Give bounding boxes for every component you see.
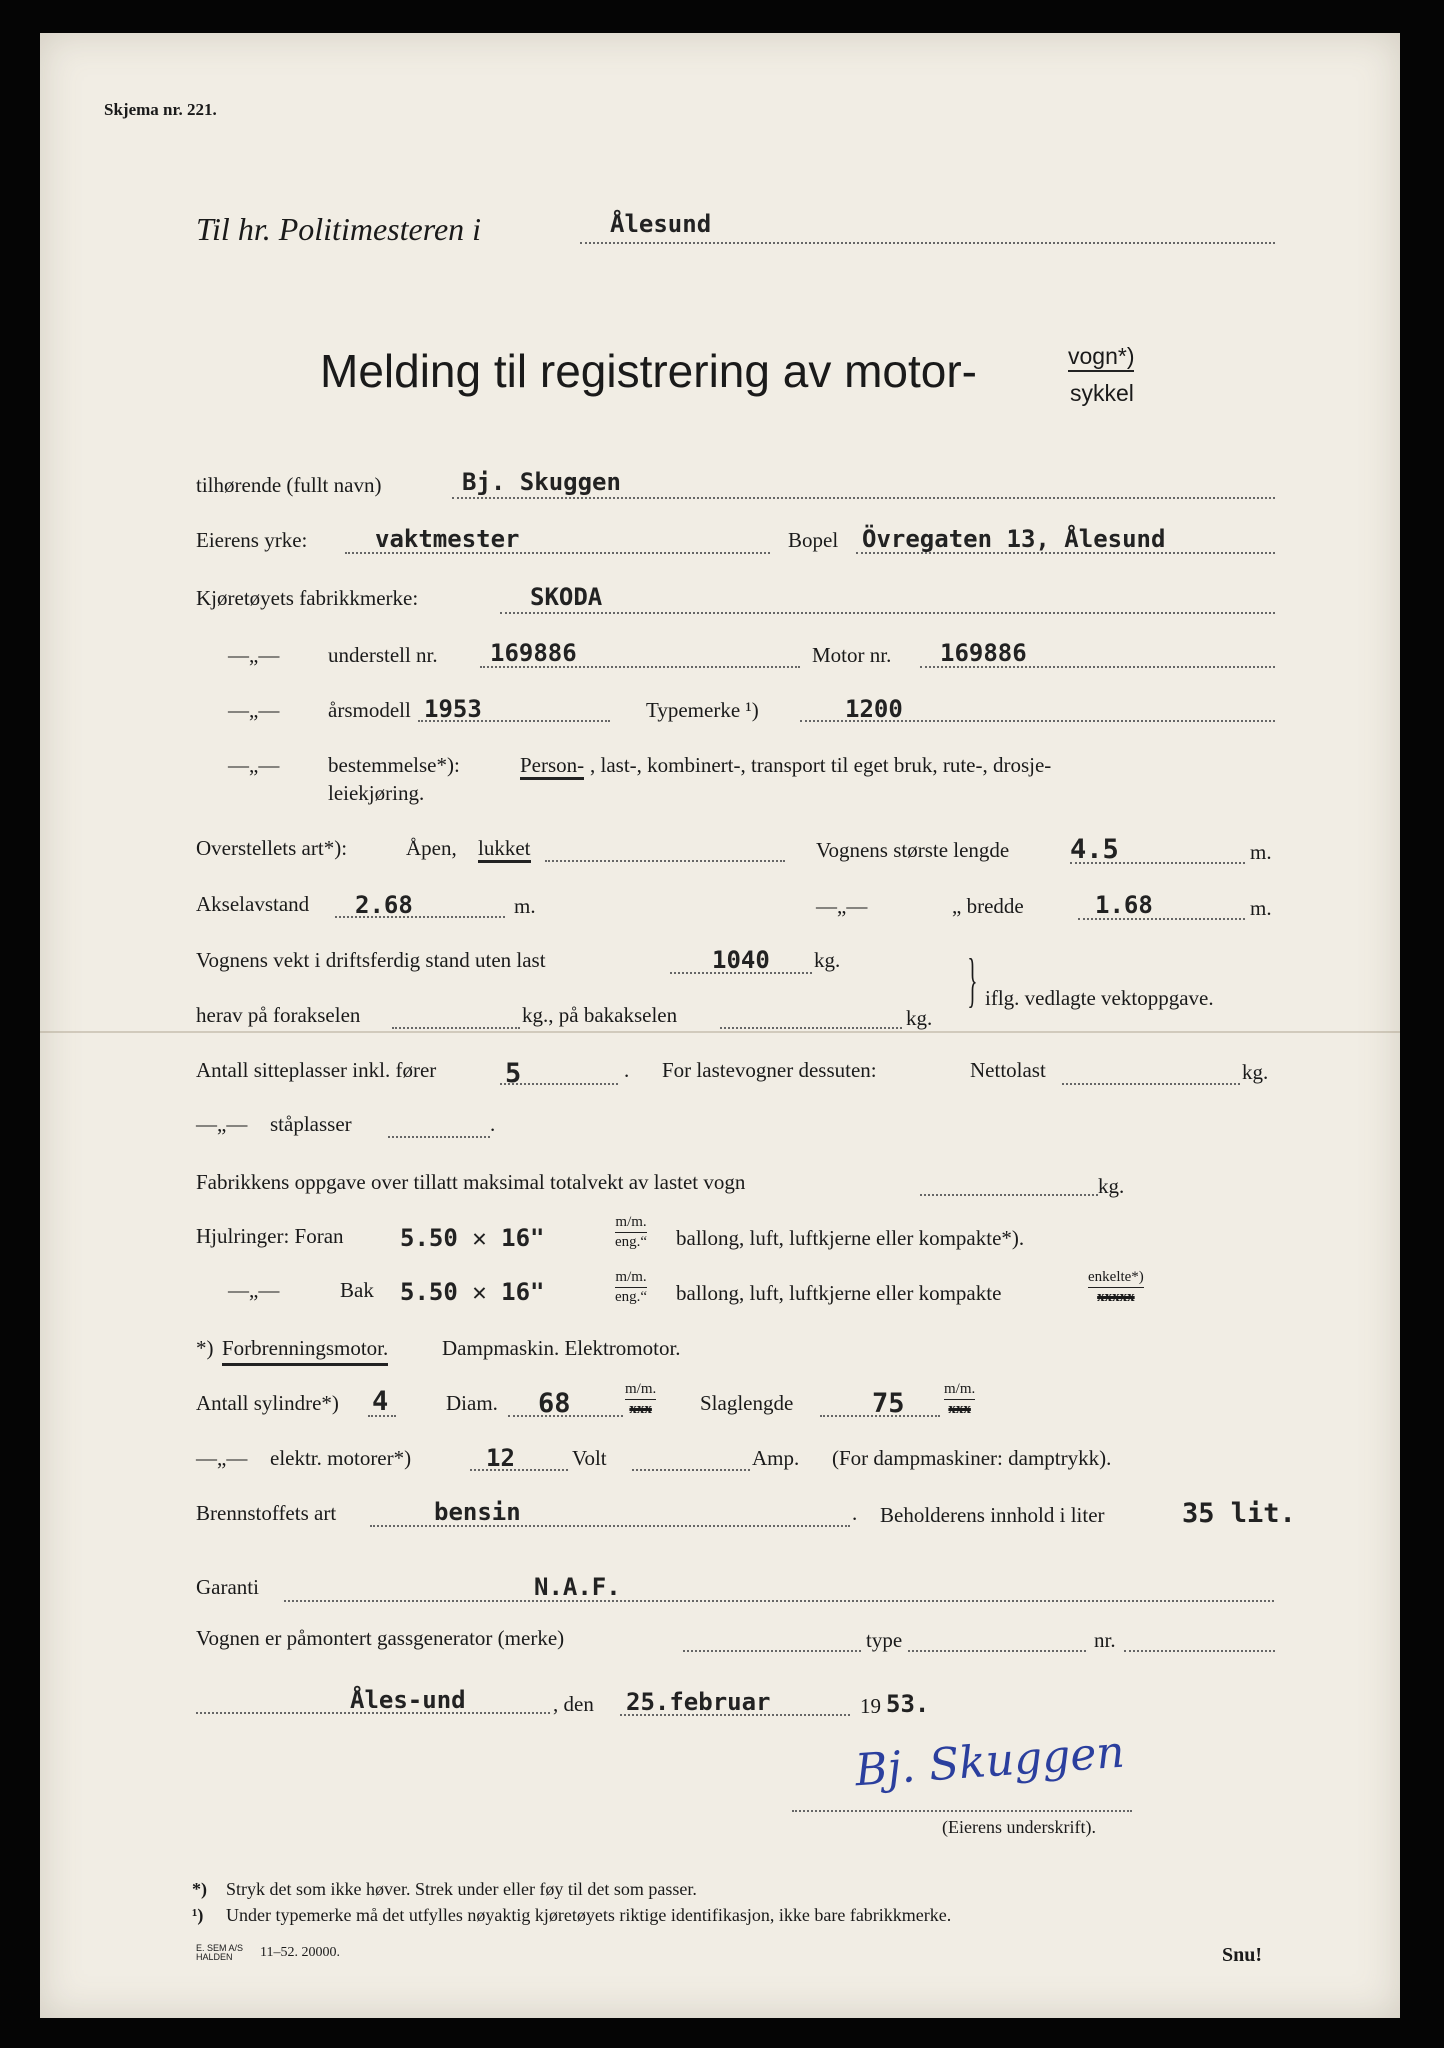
front-axle-label: herav på forakselen (196, 1003, 361, 1027)
footnote-1-mark: *) (192, 1879, 207, 1899)
motor-label: Motor nr. (812, 643, 892, 667)
standing-label: ståplasser (270, 1112, 352, 1136)
address-city: Ålesund (610, 210, 712, 238)
ditto-1: —„— (228, 643, 280, 667)
gas-nr-label: nr. (1094, 1628, 1116, 1652)
guarantee-line (284, 1600, 1274, 1602)
net-label: Nettolast (970, 1058, 1046, 1082)
residence-value: Övregaten 13, Ålesund (862, 525, 1166, 553)
electric-value: 12 (486, 1444, 515, 1472)
net-line (1062, 1083, 1240, 1085)
stroke-line (820, 1415, 940, 1417)
occupation-label: Eierens yrke: (196, 528, 308, 552)
tires-rear-unit: m/m. eng.“ (615, 1269, 648, 1305)
motor-line (920, 666, 1275, 668)
signature-line (792, 1810, 1132, 1812)
make-line (500, 612, 1275, 614)
body-closed: lukket (478, 838, 531, 863)
form-number: Skjema nr. 221. (104, 100, 217, 119)
engine-rest: Dampmaskin. Elektromotor. (442, 1336, 681, 1360)
chassis-value: 169886 (490, 639, 577, 667)
owner-label: tilhørende (fullt navn) (196, 473, 382, 497)
front-axle-line (392, 1027, 520, 1029)
residence-label: Bopel (788, 528, 839, 552)
date-line (620, 1714, 850, 1716)
occupation-value: vaktmester (375, 525, 520, 553)
cylinders-line (368, 1415, 396, 1417)
footnote-2-mark: ¹) (192, 1905, 204, 1925)
rear-axle-label: kg., på bakakselen (522, 1003, 678, 1027)
cargo-label: For lastevogner dessuten: (662, 1058, 877, 1082)
gas-type-label: type (866, 1628, 903, 1652)
owner-signature: Bj. Skuggen (853, 1726, 1127, 1797)
stroke-label: Slaglengde (700, 1391, 794, 1415)
footnote-2: Under typemerke må det utfylles nøyaktig kjøretøyets riktige identifikasjon, ikke bare fabrikkmerke. (226, 1905, 952, 1925)
residence-line (856, 552, 1275, 554)
ditto-5: —„— (196, 1112, 248, 1136)
diam-label: Diam. (446, 1391, 498, 1415)
ditto-6: —„— (228, 1278, 280, 1302)
max-weight-label: Fabrikkens oppgave over tillatt maksimal totalvekt av lastet vogn (196, 1170, 746, 1194)
engine-selected: Forbrenningsmotor. (222, 1338, 388, 1366)
date-den: , den (553, 1692, 594, 1716)
volt-label: Volt (572, 1446, 607, 1470)
purpose-line2: leiekjøring. (328, 781, 425, 805)
gas-label: Vognen er påmontert gassgenerator (merke) (196, 1626, 565, 1650)
year-value: 53. (886, 1690, 930, 1718)
place-value: Åles-und (350, 1686, 466, 1714)
length-label: Vognens største lengde (816, 838, 1010, 862)
make-value: SKODA (530, 583, 603, 611)
ditto-7: —„— (196, 1446, 248, 1470)
wheelbase-unit: m. (514, 894, 536, 918)
year-prefix: 19 (860, 1694, 881, 1718)
guarantee-value: N.A.F. (534, 1573, 621, 1601)
tires-front-unit: m/m. eng.“ (615, 1214, 648, 1250)
chassis-line (480, 666, 800, 668)
rear-axle-line (720, 1027, 902, 1029)
printer-code: 11–52. 20000. (260, 1945, 340, 1960)
length-unit: m. (1250, 840, 1272, 864)
fuel-end: . (852, 1501, 858, 1525)
length-value: 4.5 (1070, 834, 1119, 865)
type-mark-label: Typemerke ¹) (646, 698, 759, 722)
fuel-value: bensin (434, 1498, 521, 1526)
cylinders-label: Antall sylindre*) (196, 1391, 339, 1415)
printer-name: E. SEM A/S HALDEN (196, 1943, 244, 1962)
weight-note: iflg. vedlagte vektoppgave. (985, 986, 1214, 1010)
weight-value: 1040 (712, 946, 770, 974)
seats-end: . (624, 1058, 630, 1082)
amp-label: Amp. (752, 1446, 800, 1470)
width-label: „ bredde (952, 894, 1024, 918)
title-vogn: vogn*) (1068, 345, 1134, 372)
fuel-line (370, 1525, 850, 1527)
engine-note: *) (196, 1336, 214, 1360)
fuel-label: Brennstoffets art (196, 1501, 337, 1525)
weight-label: Vognens vekt i driftsferdig stand uten last (196, 948, 546, 972)
place-line (196, 1712, 550, 1714)
purpose-rest: , last-, kombinert-, transport til eget bruk, rute-, drosje- (590, 753, 1052, 777)
wheelbase-line (335, 916, 505, 918)
purpose-label: bestemmelse*): (328, 753, 460, 777)
address-line (580, 242, 1275, 244)
footnote-1: Stryk det som ikke høver. Strek under eller føy til det som passer. (226, 1879, 697, 1899)
title-sykkel: sykkel (1070, 380, 1134, 406)
diam-line (508, 1415, 623, 1417)
body-line (545, 860, 785, 862)
electric-line (470, 1469, 568, 1471)
owner-line (452, 497, 1275, 499)
stroke-value: 75 (872, 1388, 905, 1419)
tires-rear-text: ballong, luft, luftkjerne eller kompakte (676, 1281, 1002, 1305)
rear-axle-unit: kg. (906, 1006, 933, 1030)
body-open: Åpen, (406, 836, 457, 860)
wheelbase-label: Akselavstand (196, 892, 310, 916)
max-weight-line (920, 1194, 1098, 1196)
chassis-label: understell nr. (328, 643, 438, 667)
wheelbase-value: 2.68 (355, 891, 413, 919)
weight-brace: } (967, 947, 978, 1013)
diam-value: 68 (538, 1388, 571, 1419)
weight-unit: kg. (814, 948, 841, 972)
ditto-2: —„— (228, 698, 280, 722)
length-line (1070, 862, 1245, 864)
type-mark-line (800, 720, 1275, 722)
gas-type-line (908, 1650, 1086, 1652)
purpose-selected: Person- (520, 755, 584, 780)
gas-line (683, 1650, 861, 1652)
standing-end: . (490, 1112, 496, 1136)
model-year-label: årsmodell (328, 698, 411, 722)
stroke-unit: m/m. xxx (944, 1381, 976, 1417)
diam-unit: m/m. xxx (625, 1381, 657, 1417)
guarantee-label: Garanti (196, 1575, 259, 1599)
tires-rear-label: Bak (340, 1278, 374, 1302)
page-title: Melding til registrering av motor- (320, 345, 978, 397)
seats-value: 5 (505, 1058, 522, 1089)
seats-line (500, 1083, 618, 1085)
gas-nr-line (1124, 1650, 1275, 1652)
standing-line (388, 1136, 490, 1138)
width-value: 1.68 (1095, 891, 1153, 919)
net-unit: kg. (1242, 1060, 1269, 1084)
tank-label: Beholderens innhold i liter (880, 1503, 1105, 1527)
date-value: 25.februar (626, 1688, 771, 1716)
owner-value: Bj. Skuggen (462, 468, 621, 496)
width-line (1078, 918, 1245, 920)
volt-line (632, 1469, 750, 1471)
weight-line (670, 972, 812, 974)
body-label: Overstellets art*): (196, 836, 348, 860)
motor-value: 169886 (940, 639, 1027, 667)
model-year-value: 1953 (424, 695, 482, 723)
ditto-3: —„— (228, 753, 280, 777)
turn-over: Snu! (1222, 1944, 1263, 1966)
max-weight-unit: kg. (1098, 1174, 1125, 1198)
tires-front-label: Hjulringer: Foran (196, 1224, 344, 1248)
model-year-line (418, 720, 610, 722)
fold-line (40, 1031, 1400, 1033)
steam-label: (For dampmaskiner: damptrykk). (832, 1446, 1112, 1470)
seats-label: Antall sitteplasser inkl. fører (196, 1058, 437, 1082)
signature-caption: (Eierens underskrift). (942, 1817, 1096, 1837)
address-prefix: Til hr. Politimesteren i (196, 211, 482, 247)
tires-front-value: 5.50 ✕ 16" (400, 1224, 545, 1252)
ditto-4: —„— (816, 894, 868, 918)
tires-rear-value: 5.50 ✕ 16" (400, 1278, 545, 1306)
width-unit: m. (1250, 896, 1272, 920)
electric-label: elektr. motorer*) (270, 1446, 412, 1470)
cylinders-value: 4 (372, 1386, 389, 1417)
make-label: Kjøretøyets fabrikkmerke: (196, 586, 419, 610)
tires-rear-type: enkelte*) xxxxx (1088, 1269, 1144, 1305)
occupation-line (345, 552, 770, 554)
tires-front-text: ballong, luft, luftkjerne eller kompakte*). (676, 1226, 1025, 1250)
type-mark-value: 1200 (845, 695, 903, 723)
tank-value: 35 lit. (1182, 1498, 1296, 1529)
